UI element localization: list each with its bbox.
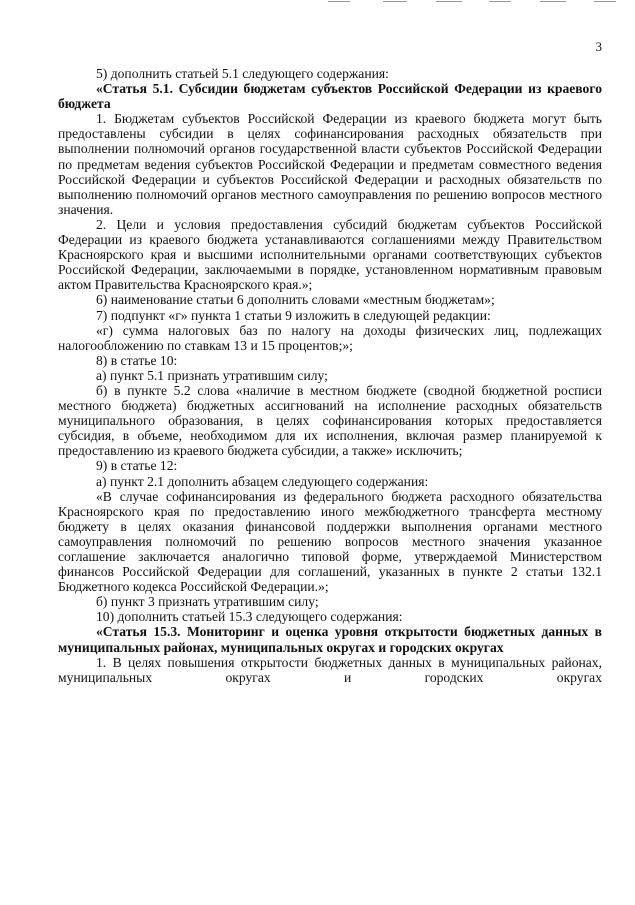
document-body: [58, 66, 602, 685]
paragraph-item-5: 5) дополнить статьей 5.1 следующего содержания:: [96, 66, 389, 81]
paragraph-item-10: 10) дополнить статьей 15.3 следующего содержания:: [96, 609, 403, 625]
paragraph-item-8-b: б) в пункте 5.2 слова «наличие в местном бюджете (сводной бюджетной росписи местного бюджета) бюджетных ассигнований на исполнение расходных обязательств муниципального образования, в целях софинансирования которых предоставляется субсидия, в объеме, необходимом для их исполнения, включая размер планируемой к предоставлению из краевого бюджета субсидии, а также» исключить;: [58, 382, 602, 459]
paragraph-item-9: 9) в статье 12:: [96, 458, 178, 474]
article-5-1-point-2: 2. Цели и условия предоставления субсидий бюджетам субъектов Российской Федерации из краевого бюджета устанавливаются соглашениями между Правительством Красноярского края и высшими исполнительными органами соответствующих субъектов Российской Федерации, заключаемыми в порядке, установленном нормативным правовым актом Правительства Красноярского края.»;: [58, 216, 602, 293]
article-5-1-point-1: 1. Бюджетам субъектов Российской Федерации из краевого бюджета могут быть предоставлены субсидии в целях софинансирования расходных обязательств при выполнении полномочий органов государственной власти субъектов Российской Федерации по предметам ведения субъектов Российской Федерации и предметам совместного ведения Российской Федерации и субъектов Российской Федерации и расходных обязательств по выполнению полномочий органов местного самоуправления по решению вопросов местного значения.: [58, 111, 602, 217]
scan-artifacts: [0, 0, 635, 6]
article-15-3-heading: «Статья 15.3. Мониторинг и оценка уровня открытости бюджетных данных в муниципальных районах, муниципальных округах и городских округах: [58, 624, 602, 655]
paragraph-item-9-a: а) пункт 2.1 дополнить абзацем следующего содержания:: [96, 473, 429, 489]
paragraph-item-8-a: а) пункт 5.1 признать утратившим силу;: [96, 367, 328, 383]
paragraph-item-7-text: «г) сумма налоговых баз по налогу на доходы физических лиц, подлежащих налогообложению по ставкам 13 и 15 процентов;»;: [58, 322, 602, 353]
paragraph-item-8: 8) в статье 10:: [96, 352, 178, 368]
paragraph-item-7: 7) подпункт «г» пункта 1 статьи 9 изложить в следующей редакции:: [96, 307, 491, 323]
paragraph-item-9-a-text: «В случае софинансирования из федерального бюджета расходного обязательства Красноярского края по предоставлению иного межбюджетного трансферта местному бюджету в целях оказания финансовой поддержки выполнения органами местного самоуправления полномочий по решению вопросов местного значения указанное соглашение заключается аналогично типовой форме, утверждаемой Министерством финансов Российской Федерации для соглашений, указанных в пункте 2 статьи 132.1 Бюджетного кодекса Российской Федерации.»;: [58, 488, 602, 595]
article-15-3-point-1: 1. В целях повышения открытости бюджетных данных в муниципальных районах, муниципальных округах и городских округах: [58, 654, 602, 685]
paragraph-item-9-b: б) пункт 3 признать утратившим силу;: [96, 594, 319, 610]
paragraph-item-6: 6) наименование статьи 6 дополнить словами «местным бюджетам»;: [96, 292, 495, 308]
page-number: 3: [595, 39, 602, 54]
article-5-1-heading: «Статья 5.1. Субсидии бюджетам субъектов Российской Федерации из краевого бюджета: [58, 81, 602, 112]
